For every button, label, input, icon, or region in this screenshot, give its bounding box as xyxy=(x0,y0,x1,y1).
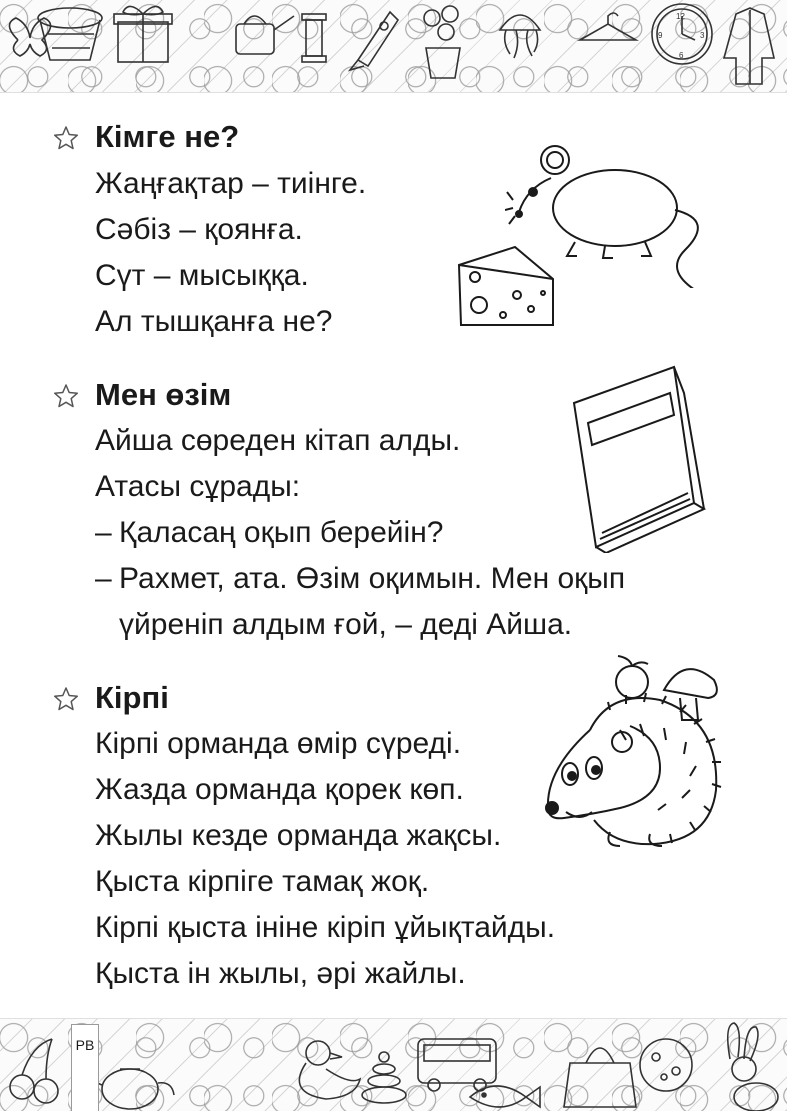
hanger-icon xyxy=(580,13,636,40)
pizza-icon xyxy=(640,1039,692,1091)
top-decorative-border xyxy=(0,0,787,93)
jacket-icon xyxy=(724,8,774,84)
svg-text:3: 3 xyxy=(700,31,705,40)
section-title-men-ozim: Мен өзім xyxy=(95,377,232,412)
bag-icon xyxy=(564,1048,636,1107)
rocket-icon xyxy=(350,12,398,70)
text-line: Айша сөреден кітап алды. xyxy=(95,424,461,457)
star-icon xyxy=(53,383,79,409)
text-line: үйреніп алдым ғой, – деді Айша. xyxy=(119,608,573,641)
svg-text:9: 9 xyxy=(658,31,663,40)
text-line: Ал тышқанға не? xyxy=(95,305,333,338)
text-line: Сәбіз – қоянға. xyxy=(95,213,303,246)
section-title-kirpi: Кірпі xyxy=(95,680,169,715)
bus-icon xyxy=(418,1039,496,1091)
flowers-icon xyxy=(424,6,460,78)
text-line: Жазда орманда қорек көп. xyxy=(95,773,464,806)
dialogue-dash: – xyxy=(95,562,112,595)
cherries-icon xyxy=(10,1039,58,1103)
bottom-decorative-border xyxy=(0,1018,787,1111)
dialogue-dash: – xyxy=(95,516,112,549)
text-line: Қыста кірпіге тамақ жоқ. xyxy=(95,865,430,898)
rabbit-icon xyxy=(728,1023,778,1111)
text-line: Сүт – мысыққа. xyxy=(95,259,309,292)
watering-can-icon xyxy=(236,16,294,54)
section-title-kimge-ne: Кімге не? xyxy=(95,119,240,154)
clock-icon xyxy=(652,4,712,64)
star-icon xyxy=(53,686,79,712)
dialogue-line: – Рахмет, ата. Өзім оқимын. Мен оқып xyxy=(95,560,625,598)
text-line: Атасы сұрады: xyxy=(95,470,301,503)
svg-text:12: 12 xyxy=(676,12,685,21)
hedgehog-illustration xyxy=(540,650,735,855)
fish-icon xyxy=(470,1086,540,1107)
dialogue-line: – Қаласаң оқып берейін? xyxy=(95,514,443,552)
text-line: Жылы кезде орманда жақсы. xyxy=(95,819,502,852)
text-line: Кірпі орманда өмір сүреді. xyxy=(95,727,462,760)
star-icon xyxy=(53,125,79,151)
svg-text:6: 6 xyxy=(679,51,684,60)
gift-box-icon xyxy=(114,6,172,62)
pyramid-toy-icon xyxy=(362,1052,406,1103)
book-illustration xyxy=(566,363,711,553)
text-line: Қыста ін жылы, әрі жайлы. xyxy=(95,957,466,990)
text-line: Кірпі қыста ініне кіріп ұйықтайды. xyxy=(95,911,556,944)
cheese-illustration xyxy=(455,243,560,328)
page-label: РВ xyxy=(71,1024,99,1111)
jellyfish-icon xyxy=(500,15,540,58)
duck-icon xyxy=(299,1041,360,1099)
text-line: Жаңғақтар – тиінге. xyxy=(95,167,367,200)
spool-icon xyxy=(302,14,326,62)
